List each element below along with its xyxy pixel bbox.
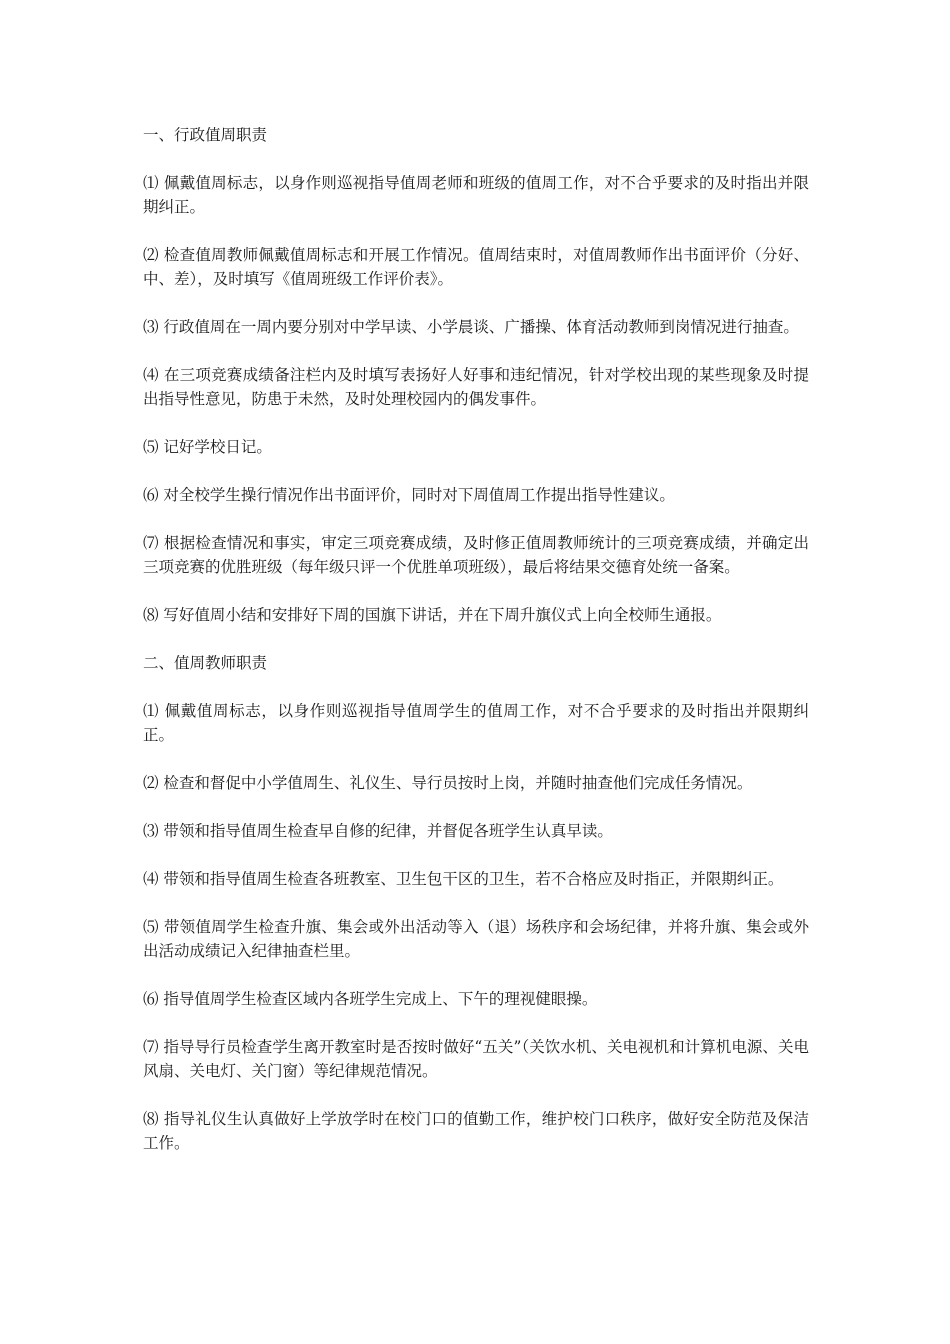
teacher-duty-item-2: ⑵ 检查和督促中小学值周生、礼仪生、导行员按时上岗，并随时抽查他们完成任务情况。 [143,774,753,792]
teacher-duty-item-7: ⑺ 指导导行员检查学生离开教室时是否按时做好“五关”（关饮水机、关电视机和计算机电源、关电风扇、关电灯、关门窗）等纪律规范情况。 [143,1038,809,1080]
teacher-duty-item-4: ⑷ 带领和指导值周生检查各班教室、卫生包干区的卫生，若不合格应及时指正，并限期纠正。 [143,870,784,888]
teacher-duty-item-8: ⑻ 指导礼仪生认真做好上学放学时在校门口的值勤工作，维护校门口秩序，做好安全防范及保洁工作。 [143,1110,809,1152]
teacher-duty-item-1: ⑴ 佩戴值周标志，以身作则巡视指导值周学生的值周工作，对不合乎要求的及时指出并限期纠正。 [143,702,809,744]
section-heading-teacher-duty: 二、值周教师职责 [143,654,268,672]
admin-duty-item-4: ⑷ 在三项竞赛成绩备注栏内及时填写表扬好人好事和违纪情况，针对学校出现的某些现象及时提出指导性意见，防患于未然，及时处理校园内的偶发事件。 [143,366,809,408]
admin-duty-item-1: ⑴ 佩戴值周标志，以身作则巡视指导值周老师和班级的值周工作，对不合乎要求的及时指出并限期纠正。 [143,174,809,216]
admin-duty-item-7: ⑺ 根据检查情况和事实，审定三项竞赛成绩，及时修正值周教师统计的三项竞赛成绩，并确定出三项竞赛的优胜班级（每年级只评一个优胜单项班级），最后将结果交德育处统一备案。 [143,534,809,576]
admin-duty-item-3: ⑶ 行政值周在一周内要分别对中学早读、小学晨谈、广播操、体育活动教师到岗情况进行抽查。 [143,318,799,336]
teacher-duty-item-6: ⑹ 指导值周学生检查区域内各班学生完成上、下午的理视健眼操。 [143,990,598,1008]
admin-duty-item-6: ⑹ 对全校学生操行情况作出书面评价，同时对下周值周工作提出指导性建议。 [143,486,675,504]
admin-duty-item-2: ⑵ 检查值周教师佩戴值周标志和开展工作情况。值周结束时，对值周教师作出书面评价（分好、中、差），及时填写《值周班级工作评价表》。 [143,246,809,288]
admin-duty-item-5: ⑸ 记好学校日记。 [143,438,272,456]
section-heading-admin-duty: 一、行政值周职责 [143,126,268,144]
teacher-duty-item-3: ⑶ 带领和指导值周生检查早自修的纪律，并督促各班学生认真早读。 [143,822,613,840]
admin-duty-item-8: ⑻ 写好值周小结和安排好下周的国旗下讲话，并在下周升旗仪式上向全校师生通报。 [143,606,722,624]
teacher-duty-item-5: ⑸ 带领值周学生检查升旗、集会或外出活动等入（退）场秩序和会场纪律，并将升旗、集会或外出活动成绩记入纪律抽查栏里。 [143,918,809,960]
document-body [143,123,809,1179]
